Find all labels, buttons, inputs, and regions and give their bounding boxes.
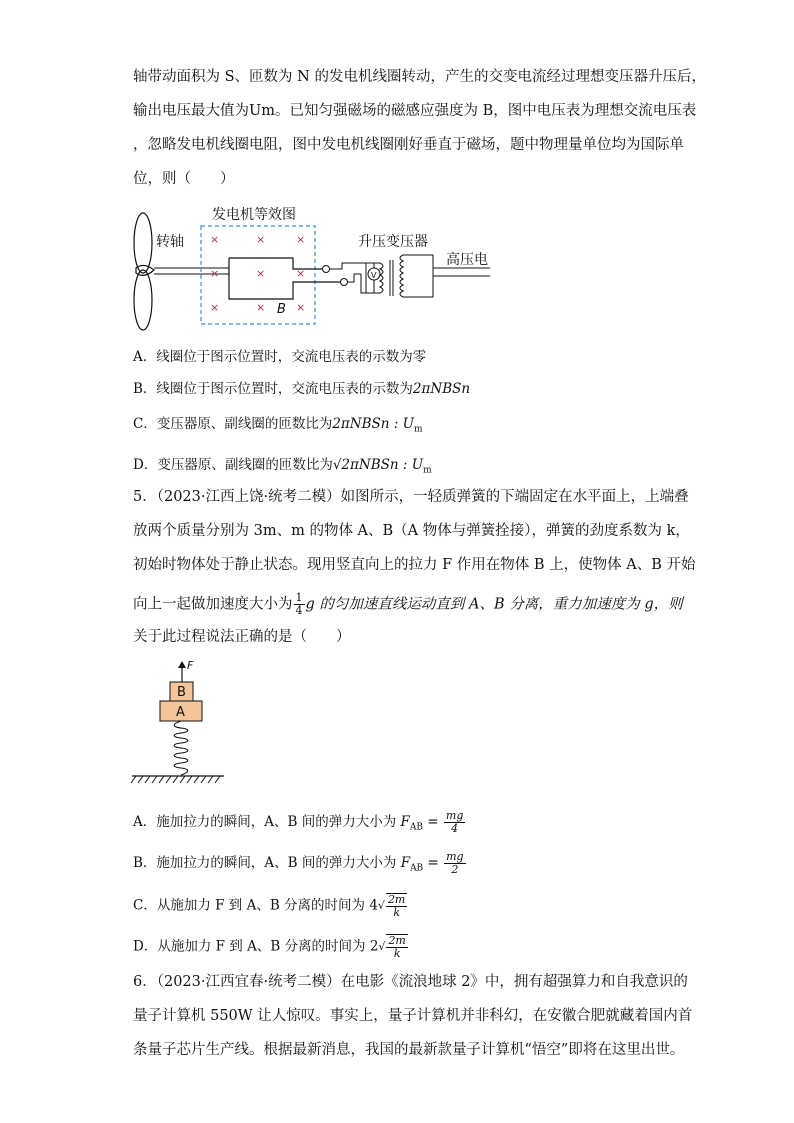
transformer-secondary-coil [400, 255, 403, 297]
q4-line-3: ，忽略发电机线圈电阻，图中发电机线圈刚好垂直于磁场，题中物理量单位均为国际单 [133, 137, 684, 153]
slip-ring-top [323, 266, 330, 273]
q5-option-b: B．施加拉力的瞬间，A、B 间的弹力大小为 $F_{AB}$ = $\frac{mg}{2}$ [133, 850, 464, 876]
svg-text:×: × [256, 301, 266, 314]
output-label: 高压电 [446, 252, 488, 268]
svg-text:×: × [296, 233, 306, 246]
generator-coil [229, 258, 340, 299]
block-b-label: B [177, 685, 186, 700]
svg-text:×: × [296, 301, 306, 314]
svg-text:×: × [210, 267, 220, 280]
q5-option-d: D．从施加力 F 到 A、B 分离的时间为 2√ $\frac{2m}{k}$ [133, 934, 406, 960]
generator-title: 发电机等效图 [212, 207, 296, 223]
propeller-blade-bottom [134, 270, 152, 330]
slip-ring-bottom [341, 279, 348, 286]
transformer-label: 升压变压器 [358, 234, 428, 250]
spring-blocks-diagram [128, 658, 238, 793]
ground-hatching [131, 776, 220, 783]
transformer-primary-coil [380, 263, 383, 293]
q6-line-2: 量子计算机 550W 让人惊叹。事实上，量子计算机并非科幻，在安徽合肥就藏着国内首 [133, 1008, 693, 1024]
generator-diagram [128, 200, 508, 335]
voltmeter-label: V [371, 271, 377, 280]
q4-option-b: B．线圈位于图示位置时，交流电压表的示数为2πNBSn [133, 381, 471, 397]
q4-option-a: A．线圈位于图示位置时，交流电压表的示数为零 [133, 349, 427, 365]
svg-text:×: × [210, 233, 220, 246]
q5-option-c: C．从施加力 F 到 A、B 分离的时间为 4√ $\frac{2m}{k}$ [133, 893, 406, 919]
q5-line-1: 5．（2023·江西上饶·统考二模）如图所示，一轻质弹簧的下端固定在水平面上，上端叠 [133, 489, 689, 505]
q4-line-4: 位，则（ ） [133, 171, 235, 187]
shaft-label: 转轴 [156, 234, 184, 250]
q4-option-c: C．变压器原、副线圈的匝数比为2πNBSn : $U_m$ [133, 416, 423, 435]
q6-line-1: 6．（2023·江西宜春·统考二模）在电影《流浪地球 2》中，拥有超强算力和自我意识的 [133, 974, 688, 990]
force-label: F [187, 659, 194, 672]
q5-line-3: 初始时物体处于静止状态。现用竖直向上的拉力 F 作用在物体 B 上，使物体 A、B 开始 [133, 557, 696, 573]
svg-text:×: × [210, 301, 220, 314]
field-b-label: B [277, 302, 286, 317]
q5-line-5: 关于此过程说法正确的是（ ） [133, 629, 351, 645]
svg-text:×: × [256, 233, 266, 246]
one-quarter-fraction: $\frac{1}{4}$ [295, 591, 303, 617]
svg-text:×: × [296, 267, 306, 280]
propeller-blade-top [134, 213, 152, 273]
q4-line-1: 轴带动面积为 S、匝数为 N 的发电机线圈转动，产生的交变电流经过理想变压器升压后， [133, 69, 706, 85]
block-a-label: A [176, 705, 185, 720]
q5-line-4: 向上一起做加速度大小为 $\frac{1}{4}$ g 的匀加速直线运动直到 A、B 分离，重力加速度为 g，则 [133, 591, 683, 617]
svg-text:×: × [256, 267, 266, 280]
spring [174, 721, 188, 775]
q4-line-2: 输出电压最大值为Um。已知匀强磁场的磁感应强度为 B，图中电压表为理想交流电压表 [133, 103, 697, 119]
q4-option-d: D．变压器原、副线圈的匝数比为√2πNBSn : $U_m$ [133, 457, 432, 476]
q5-line-2: 放两个质量分别为 3m、m 的物体 A、B（A 物体与弹簧拴接），弹簧的劲度系数为 k， [133, 523, 690, 539]
q5-option-a: A．施加拉力的瞬间，A、B 间的弹力大小为 $F_{AB}$ = $\frac{mg}{4}$ [133, 809, 464, 835]
q6-line-3: 条量子芯片生产线。根据最新消息，我国的最新款量子计算机“悟空”即将在这里出世。 [133, 1042, 685, 1058]
